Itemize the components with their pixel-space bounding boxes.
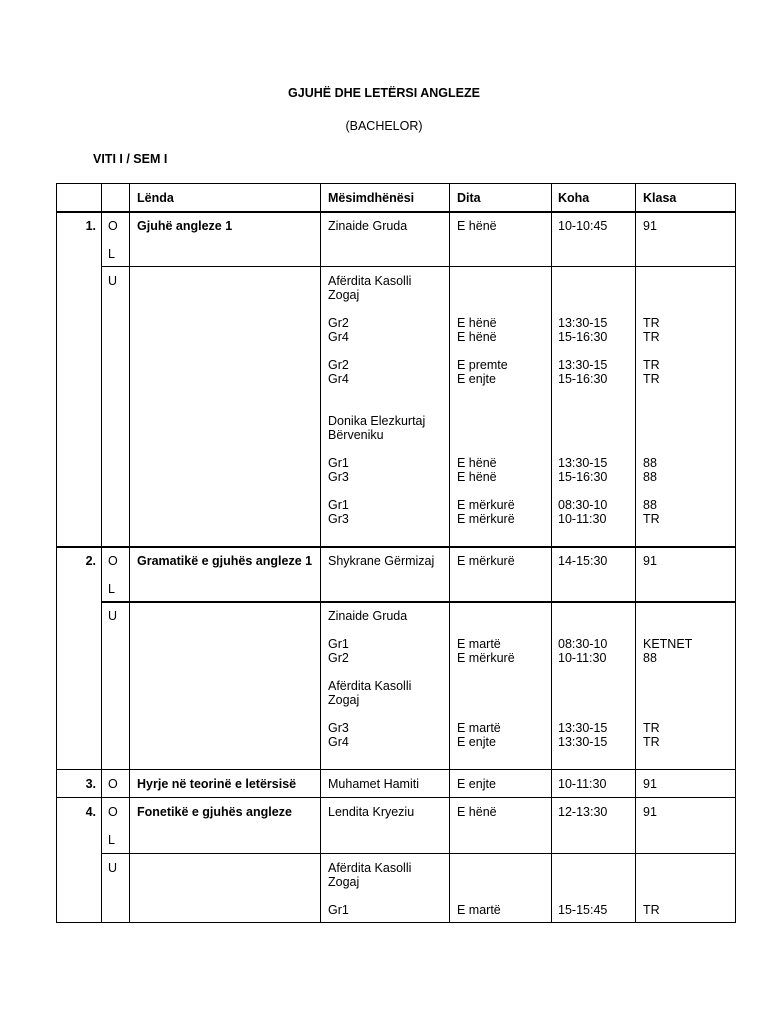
- exercise-room: 88: [643, 470, 657, 484]
- lecture-room: 91: [643, 805, 657, 819]
- exercise-time: 13:30-15: [558, 358, 608, 372]
- exercise-room: TR: [643, 512, 660, 526]
- group-label: Gr1: [328, 456, 349, 470]
- lecture-day: E enjte: [457, 777, 496, 791]
- row-number: 2.: [85, 554, 96, 568]
- header-klasa: Klasa: [643, 191, 677, 205]
- row-number: 3.: [85, 777, 96, 791]
- row2-ol-divider: [101, 601, 736, 603]
- exercise-room: TR: [643, 358, 660, 372]
- group-label: Gr4: [328, 735, 349, 749]
- exercise-room: 88: [643, 651, 657, 665]
- header-divider: [56, 211, 736, 213]
- type-lecture-l: L: [108, 582, 115, 596]
- exercise-day: E hënë: [457, 330, 497, 344]
- document-title: GJUHË DHE LETËRSI ANGLEZE: [288, 86, 480, 100]
- assistant-name: Donika Elezkurtaj Bërveniku: [328, 414, 426, 442]
- group-label: Gr2: [328, 358, 349, 372]
- group-label: Gr4: [328, 372, 349, 386]
- lecture-time: 14-15:30: [558, 554, 608, 568]
- exercise-day: E premte: [457, 358, 508, 372]
- group-label: Gr2: [328, 651, 349, 665]
- course-name: Gramatikë e gjuhës angleze 1: [137, 554, 313, 568]
- lecturer-name: Lendita Kryeziu: [328, 805, 415, 819]
- exercise-room: KETNET: [643, 637, 693, 651]
- group-label: Gr1: [328, 903, 349, 917]
- exercise-day: E mërkurë: [457, 498, 515, 512]
- type-lecture-l: L: [108, 833, 115, 847]
- row-number: 4.: [85, 805, 96, 819]
- assistant-name: Afërdita Kasolli Zogaj: [328, 861, 412, 889]
- course-name: Gjuhë angleze 1: [137, 219, 233, 233]
- lecture-room: 91: [643, 777, 657, 791]
- assistant-name: Afërdita Kasolli Zogaj: [328, 679, 412, 707]
- row-divider: [56, 769, 736, 770]
- exercise-room: TR: [643, 330, 660, 344]
- col-line: [735, 183, 736, 923]
- exercise-time: 08:30-10: [558, 637, 608, 651]
- col-line: [129, 183, 130, 923]
- header-dita: Dita: [457, 191, 481, 205]
- exercise-time: 13:30-15: [558, 721, 608, 735]
- lecturer-name: Zinaide Gruda: [328, 219, 408, 233]
- header-lenda: Lënda: [137, 191, 174, 205]
- exercise-day: E mërkurë: [457, 651, 515, 665]
- exercise-room: TR: [643, 721, 660, 735]
- exercise-room: TR: [643, 735, 660, 749]
- group-label: Gr1: [328, 637, 349, 651]
- exercise-day: E enjte: [457, 735, 496, 749]
- exercise-time: 13:30-15: [558, 316, 608, 330]
- exercise-room: 88: [643, 456, 657, 470]
- exercise-day: E mërkurë: [457, 512, 515, 526]
- group-label: Gr2: [328, 316, 349, 330]
- course-name: Hyrje në teorinë e letërsisë: [137, 777, 297, 791]
- lecture-day: E mërkurë: [457, 554, 515, 568]
- exercise-day: E enjte: [457, 372, 496, 386]
- lecture-room: 91: [643, 219, 657, 233]
- exercise-room: TR: [643, 372, 660, 386]
- type-exercise-u: U: [108, 274, 118, 288]
- lecture-day: E hënë: [457, 805, 497, 819]
- exercise-time: 10-11:30: [558, 651, 607, 665]
- exercise-time: 13:30-15: [558, 456, 608, 470]
- group-label: Gr4: [328, 330, 349, 344]
- exercise-room: TR: [643, 316, 660, 330]
- lecture-time: 10-10:45: [558, 219, 608, 233]
- exercise-room: TR: [643, 903, 660, 917]
- group-label: Gr1: [328, 498, 349, 512]
- exercise-time: 15-16:30: [558, 372, 608, 386]
- type-lecture-l: L: [108, 247, 115, 261]
- table-border-top: [56, 183, 736, 184]
- col-line: [101, 183, 102, 923]
- exercise-room: 88: [643, 498, 657, 512]
- exercise-time: 15-16:30: [558, 330, 608, 344]
- type-lecture-o: O: [108, 219, 118, 233]
- exercise-time: 08:30-10: [558, 498, 608, 512]
- type-exercise-u: U: [108, 609, 118, 623]
- exercise-time: 15-16:30: [558, 470, 608, 484]
- row-divider: [56, 546, 736, 548]
- row-divider: [56, 797, 736, 798]
- row1-ol-divider: [101, 266, 736, 267]
- col-line: [56, 183, 57, 923]
- assistant-name: Afërdita Kasolli Zogaj: [328, 274, 412, 302]
- type-lecture-o: O: [108, 777, 118, 791]
- exercise-time: 15-15:45: [558, 903, 608, 917]
- header-mesimdhenesi: Mësimdhënësi: [328, 191, 415, 205]
- exercise-day: E martë: [457, 637, 501, 651]
- lecture-day: E hënë: [457, 219, 497, 233]
- type-lecture-o: O: [108, 554, 118, 568]
- col-line: [551, 183, 552, 923]
- col-line: [320, 183, 321, 923]
- exercise-time: 13:30-15: [558, 735, 608, 749]
- row4-ol-divider: [101, 853, 736, 854]
- lecture-time: 10-11:30: [558, 777, 607, 791]
- row-number: 1.: [85, 219, 96, 233]
- lecturer-name: Muhamet Hamiti: [328, 777, 419, 791]
- exercise-day: E martë: [457, 721, 501, 735]
- type-lecture-o: O: [108, 805, 118, 819]
- course-name: Fonetikë e gjuhës angleze: [137, 805, 292, 819]
- lecture-time: 12-13:30: [558, 805, 608, 819]
- col-line: [635, 183, 636, 923]
- group-label: Gr3: [328, 512, 349, 526]
- group-label: Gr3: [328, 721, 349, 735]
- exercise-time: 10-11:30: [558, 512, 607, 526]
- header-koha: Koha: [558, 191, 590, 205]
- exercise-day: E hënë: [457, 316, 497, 330]
- exercise-day: E hënë: [457, 456, 497, 470]
- group-label: Gr3: [328, 470, 349, 484]
- semester-label: VITI I / SEM I: [93, 152, 168, 166]
- lecturer-name: Shykrane Gërmizaj: [328, 554, 435, 568]
- exercise-day: E martë: [457, 903, 501, 917]
- col-line: [449, 183, 450, 923]
- exercise-day: E hënë: [457, 470, 497, 484]
- document-subtitle: (BACHELOR): [345, 119, 423, 133]
- table-border-bottom: [56, 922, 736, 923]
- assistant-name: Zinaide Gruda: [328, 609, 408, 623]
- lecture-room: 91: [643, 554, 657, 568]
- type-exercise-u: U: [108, 861, 118, 875]
